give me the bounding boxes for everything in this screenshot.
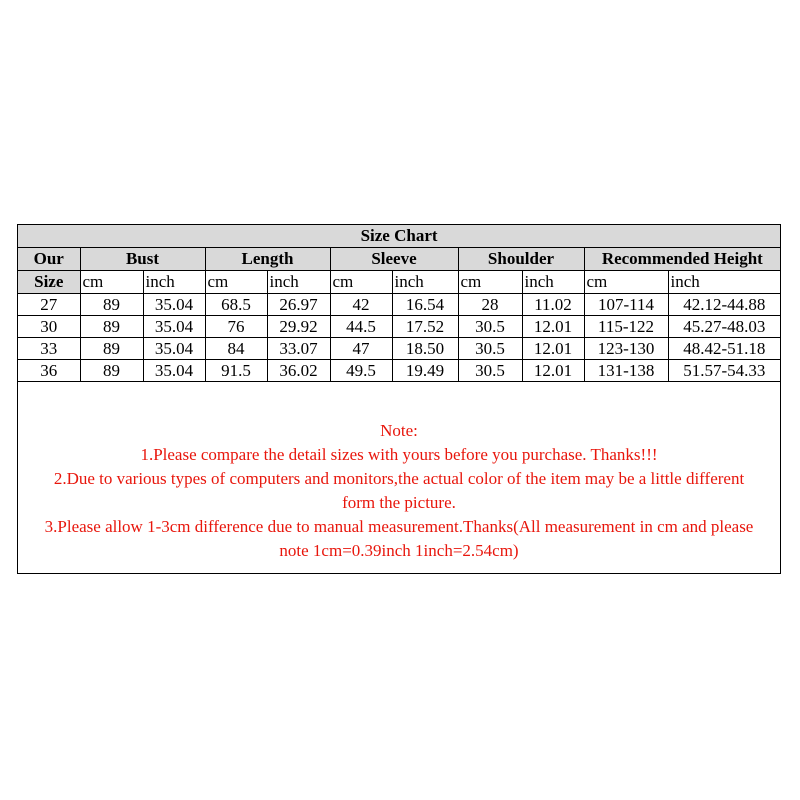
chart-title: Size Chart <box>18 225 780 248</box>
table-row <box>18 316 780 338</box>
unit-cell: inch <box>143 271 205 294</box>
unit-row <box>18 271 780 294</box>
table-cell: 29.92 <box>267 316 330 338</box>
unit-cell: inch <box>522 271 584 294</box>
header-row <box>18 248 780 271</box>
table-cell: 18.50 <box>392 338 458 360</box>
table-cell: 11.02 <box>522 294 584 316</box>
table-cell: 42 <box>330 294 392 316</box>
table-cell: 30.5 <box>458 316 522 338</box>
table-cell: 76 <box>205 316 267 338</box>
unit-cell: inch <box>267 271 330 294</box>
notes-section <box>18 419 780 563</box>
table-cell: 12.01 <box>522 360 584 382</box>
table-cell: 17.52 <box>392 316 458 338</box>
unit-cell: cm <box>458 271 522 294</box>
table-cell: 89 <box>80 294 143 316</box>
table-cell: 107-114 <box>584 294 668 316</box>
table-cell: 36 <box>18 360 80 382</box>
table-cell: 44.5 <box>330 316 392 338</box>
table-cell: 35.04 <box>143 316 205 338</box>
header-length: Length <box>205 248 330 271</box>
table-cell: 36.02 <box>267 360 330 382</box>
note-line: 2.Due to various types of computers and monitors,the actual color of the item may be a little different <box>53 469 745 488</box>
header-recommended-height: Recommended Height <box>584 248 780 271</box>
table-cell: 91.5 <box>205 360 267 382</box>
table-cell: 26.97 <box>267 294 330 316</box>
header-shoulder: Shoulder <box>458 248 584 271</box>
table-cell: 89 <box>80 360 143 382</box>
note-line: 3.Please allow 1-3cm difference due to manual measurement.Thanks(All measurement in cm and please <box>44 517 754 536</box>
table-cell: 47 <box>330 338 392 360</box>
table-cell: 45.27-48.03 <box>668 316 780 338</box>
table-cell: 30.5 <box>458 338 522 360</box>
table-cell: 30 <box>18 316 80 338</box>
size-header-top: Our <box>18 248 80 271</box>
unit-cell: cm <box>205 271 267 294</box>
table-cell: 42.12-44.88 <box>668 294 780 316</box>
table-cell: 35.04 <box>143 338 205 360</box>
table-cell: 30.5 <box>458 360 522 382</box>
table-cell: 123-130 <box>584 338 668 360</box>
table-cell: 89 <box>80 316 143 338</box>
size-chart <box>17 224 781 574</box>
table-cell: 33.07 <box>267 338 330 360</box>
table-row <box>18 338 780 360</box>
size-table <box>18 225 780 382</box>
note-line: note 1cm=0.39inch 1inch=2.54cm) <box>279 541 519 560</box>
table-cell: 12.01 <box>522 338 584 360</box>
table-cell: 19.49 <box>392 360 458 382</box>
unit-cell: inch <box>668 271 780 294</box>
note-line: form the picture. <box>342 493 456 512</box>
table-cell: 27 <box>18 294 80 316</box>
unit-cell: inch <box>392 271 458 294</box>
note-line: 1.Please compare the detail sizes with yours before you purchase. Thanks!!! <box>140 445 658 464</box>
table-cell: 131-138 <box>584 360 668 382</box>
unit-cell: cm <box>80 271 143 294</box>
table-cell: 115-122 <box>584 316 668 338</box>
table-cell: 84 <box>205 338 267 360</box>
table-cell: 35.04 <box>143 294 205 316</box>
table-row <box>18 294 780 316</box>
note-heading: Note: <box>380 421 418 440</box>
table-cell: 33 <box>18 338 80 360</box>
unit-cell: cm <box>584 271 668 294</box>
unit-cell: cm <box>330 271 392 294</box>
table-cell: 51.57-54.33 <box>668 360 780 382</box>
table-cell: 35.04 <box>143 360 205 382</box>
table-cell: 28 <box>458 294 522 316</box>
title-row <box>18 225 780 248</box>
table-cell: 68.5 <box>205 294 267 316</box>
header-bust: Bust <box>80 248 205 271</box>
table-cell: 12.01 <box>522 316 584 338</box>
size-header-bottom: Size <box>18 271 80 294</box>
table-cell: 48.42-51.18 <box>668 338 780 360</box>
table-cell: 49.5 <box>330 360 392 382</box>
table-row <box>18 360 780 382</box>
table-cell: 89 <box>80 338 143 360</box>
table-cell: 16.54 <box>392 294 458 316</box>
header-sleeve: Sleeve <box>330 248 458 271</box>
